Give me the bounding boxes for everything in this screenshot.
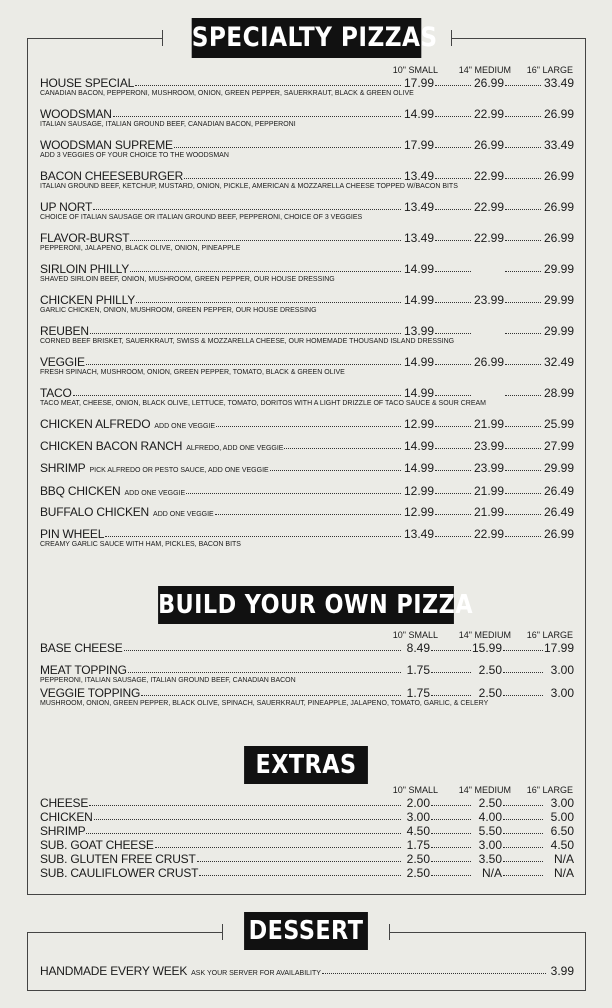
menu-item-price-small: 17.99 <box>403 76 434 90</box>
menu-item-price-medium: 26.99 <box>473 138 504 152</box>
menu-item-name: CHEESE <box>40 796 89 810</box>
menu-item <box>40 293 574 315</box>
build-size-medium: 14" MEDIUM <box>458 630 511 640</box>
menu-item-name: SUB. GLUTEN FREE CRUST <box>40 852 196 866</box>
menu-item-price-small: 14.99 <box>403 439 434 453</box>
menu-item-price-large: 6.50 <box>550 824 574 838</box>
menu-item <box>40 461 574 475</box>
menu-item-name: TACO <box>40 386 72 400</box>
menu-item-name: BBQ CHICKEN <box>40 484 121 498</box>
dessert-title: DESSERT <box>244 912 368 950</box>
menu-item-price-medium: 3.50 <box>478 852 502 866</box>
menu-item-price-large: 29.99 <box>543 324 574 338</box>
menu-item <box>40 138 574 160</box>
menu-item-price-large: 26.49 <box>543 484 574 498</box>
menu-item-price-small: 2.50 <box>406 866 430 880</box>
menu-item <box>40 417 574 431</box>
menu-item-price-small: 12.99 <box>403 417 434 431</box>
build-title: BUILD YOUR OWN PIZZA <box>158 586 454 624</box>
menu-item-price-large: 29.99 <box>543 262 574 276</box>
menu-item-price-medium: 2.50 <box>478 796 502 810</box>
extras-size-large: 16" LARGE <box>526 785 573 795</box>
menu-item-price-small: 14.99 <box>403 293 434 307</box>
menu-item-price-large: 26.99 <box>543 231 574 245</box>
menu-item-name: FLAVOR-BURST <box>40 231 130 245</box>
menu-item-price-large: N/A <box>553 866 574 880</box>
menu-item-price-medium: N/A <box>481 866 502 880</box>
menu-item <box>40 686 574 708</box>
menu-item-price-medium: 21.99 <box>473 417 504 431</box>
build-size-large: 16" LARGE <box>526 630 573 640</box>
menu-item-price-large: 4.50 <box>550 838 574 852</box>
menu-item-description: FRESH SPINACH, MUSHROOM, ONION, GREEN PEPPER, TOMATO, BLACK & GREEN OLIVE <box>40 369 345 376</box>
menu-item-price-medium: 23.99 <box>473 461 504 475</box>
extras-size-small: 10" SMALL <box>392 785 438 795</box>
menu-item-price-small: 12.99 <box>403 505 434 519</box>
menu-item-price-medium: 22.99 <box>473 107 504 121</box>
menu-item-price-large: 32.49 <box>543 355 574 369</box>
menu-item-description: CANADIAN BACON, PEPPERONI, MUSHROOM, ONION, GREEN PEPPER, SAUERKRAUT, BLACK & GREEN OLIVE <box>40 90 414 97</box>
menu-item-name: BACON CHEESEBURGER <box>40 169 184 183</box>
build-size-small: 10" SMALL <box>392 630 438 640</box>
menu-item-price-small: 13.49 <box>403 527 434 541</box>
menu-item <box>40 76 574 98</box>
dessert-item-note: ASK YOUR SERVER FOR AVAILABILITY <box>191 970 321 977</box>
menu-item-price-medium: 22.99 <box>473 527 504 541</box>
menu-item-price-medium: 21.99 <box>473 484 504 498</box>
specialty-size-large: 16" LARGE <box>526 65 573 75</box>
menu-item-name: WOODSMAN <box>40 107 112 121</box>
menu-item-note: ALFREDO, ADD ONE VEGGIE <box>186 445 284 452</box>
menu-item-description: CORNED BEEF BRISKET, SAUERKRAUT, SWISS & MOZZARELLA CHEESE, OUR HOMEMADE THOUSAND ISLAND DRESSING <box>40 338 455 345</box>
menu-item-price-large: 26.99 <box>543 107 574 121</box>
menu-item <box>40 663 574 685</box>
menu-item-name: SUB. CAULIFLOWER CRUST <box>40 866 199 880</box>
menu-item-description: ADD 3 VEGGIES OF YOUR CHOICE TO THE WOODSMAN <box>40 152 229 159</box>
menu-item-price-medium: 22.99 <box>473 231 504 245</box>
menu-item-price-small: 17.99 <box>403 138 434 152</box>
menu-item-price-large: 29.99 <box>543 293 574 307</box>
menu-item-price-small: 1.75 <box>406 838 430 852</box>
menu-item <box>40 386 574 408</box>
menu-item-price-small: 12.99 <box>403 484 434 498</box>
menu-item <box>40 527 574 549</box>
menu-item <box>40 838 574 852</box>
menu-item-price-medium: 2.50 <box>478 686 502 700</box>
menu-item-price-large: N/A <box>553 852 574 866</box>
menu-item-description: CREAMY GARLIC SAUCE WITH HAM, PICKLES, BACON BITS <box>40 541 241 548</box>
menu-item <box>40 324 574 346</box>
menu-item-description: SHAVED SIRLOIN BEEF, ONION, MUSHROOM, GREEN PEPPER, OUR HOUSE DRESSING <box>40 276 335 283</box>
menu-item-price-large: 26.99 <box>543 527 574 541</box>
menu-item-name: PIN WHEEL <box>40 527 105 541</box>
menu-item-price-large: 33.49 <box>543 138 574 152</box>
menu-item-price-large: 26.99 <box>543 169 574 183</box>
extras-size-medium: 14" MEDIUM <box>458 785 511 795</box>
menu-item-name: BUFFALO CHICKEN <box>40 505 150 519</box>
menu-item-price-medium: 3.00 <box>478 838 502 852</box>
menu-item-price-small: 13.49 <box>403 200 434 214</box>
menu-item-note: ADD ONE VEGGIE <box>124 490 186 497</box>
menu-item-price-small: 2.50 <box>406 852 430 866</box>
menu-item-name: VEGGIE <box>40 355 85 369</box>
menu-item <box>40 439 574 453</box>
menu-item-name: VEGGIE TOPPING <box>40 686 141 700</box>
specialty-title: SPECIALTY PIZZAS <box>192 18 422 58</box>
menu-item-price-small: 14.99 <box>403 386 434 400</box>
menu-item-name: CHICKEN PHILLY <box>40 293 136 307</box>
menu-item <box>40 231 574 253</box>
menu-item-name: SUB. GOAT CHEESE <box>40 838 154 852</box>
menu-item <box>40 866 574 880</box>
menu-item <box>40 796 574 810</box>
menu-item-price-large: 25.99 <box>543 417 574 431</box>
menu-item-note: PICK ALFREDO OR PESTO SAUCE, ADD ONE VEGGIE <box>89 467 269 474</box>
menu-item-price-large: 29.99 <box>543 461 574 475</box>
menu-item-name: UP NORT <box>40 200 93 214</box>
menu-item <box>40 169 574 191</box>
menu-item-name: WOODSMAN SUPREME <box>40 138 173 152</box>
menu-item-price-large: 26.49 <box>543 505 574 519</box>
menu-item-price-medium: 23.99 <box>473 293 504 307</box>
menu-item <box>40 824 574 838</box>
menu-item-price-small: 14.99 <box>403 355 434 369</box>
menu-item-name: MEAT TOPPING <box>40 663 127 677</box>
menu-item-price-small: 13.99 <box>403 324 434 338</box>
specialty-size-small: 10" SMALL <box>392 65 438 75</box>
menu-item-price-medium: 26.99 <box>473 76 504 90</box>
menu-item-price-large: 17.99 <box>544 641 575 655</box>
menu-item-price-large: 3.00 <box>550 663 574 677</box>
menu-item-price-small: 14.99 <box>403 107 434 121</box>
dessert-item-name: HANDMADE EVERY WEEK <box>40 964 188 978</box>
menu-item-name: SHRIMP <box>40 461 86 475</box>
menu-item-price-small: 14.99 <box>403 461 434 475</box>
menu-item-price-large: 33.49 <box>543 76 574 90</box>
menu-item-price-small: 13.49 <box>403 169 434 183</box>
menu-item <box>40 484 574 498</box>
menu-item-description: CHOICE OF ITALIAN SAUSAGE OR ITALIAN GROUND BEEF, PEPPERONI, CHOICE OF 3 VEGGIES <box>40 214 363 221</box>
menu-item-name: CHICKEN ALFREDO <box>40 417 151 431</box>
dessert-item <box>40 964 574 978</box>
menu-item-price-medium: 26.99 <box>473 355 504 369</box>
menu-item-description: ITALIAN SAUSAGE, ITALIAN GROUND BEEF, CANADIAN BACON, PEPPERONI <box>40 121 296 128</box>
menu-item-description: TACO MEAT, CHEESE, ONION, BLACK OLIVE, LETTUCE, TOMATO, DORITOS WITH A LIGHT DRIZZLE OF TACO SAUCE & SOUR CREAM <box>40 400 487 407</box>
menu-item-description: PEPPERONI, JALAPENO, BLACK OLIVE, ONION, PINEAPPLE <box>40 245 241 252</box>
menu-item-price-medium: 22.99 <box>473 200 504 214</box>
menu-item-price-small: 4.50 <box>406 824 430 838</box>
menu-item-price-medium: 21.99 <box>473 505 504 519</box>
menu-item-name: BASE CHEESE <box>40 641 123 655</box>
menu-item <box>40 852 574 866</box>
menu-item-name: HOUSE SPECIAL <box>40 76 135 90</box>
menu-item <box>40 107 574 129</box>
menu-item-description: PEPPERONI, ITALIAN SAUSAGE, ITALIAN GROUND BEEF, CANADIAN BACON <box>40 677 296 684</box>
menu-item-price-small: 1.75 <box>406 686 430 700</box>
menu-item-name: REUBEN <box>40 324 89 338</box>
menu-item-price-medium: 2.50 <box>478 663 502 677</box>
menu-item-price-medium: 5.50 <box>478 824 502 838</box>
menu-item-price-medium: 23.99 <box>473 439 504 453</box>
menu-item-note: ADD ONE VEGGIE <box>153 511 214 518</box>
menu-item <box>40 641 574 655</box>
menu-item-description: MUSHROOM, ONION, GREEN PEPPER, BLACK OLIVE, SPINACH, SAUERKRAUT, PINEAPPLE, JALAPENO, TOMATO, GARLIC, & CELERY <box>40 700 489 707</box>
menu-item-price-medium: 22.99 <box>473 169 504 183</box>
dessert-item-price: 3.99 <box>550 964 574 978</box>
extras-title: EXTRAS <box>244 746 368 784</box>
menu-item-price-large: 26.99 <box>543 200 574 214</box>
menu-item-price-large: 27.99 <box>543 439 574 453</box>
menu-item-name: CHICKEN <box>40 810 93 824</box>
menu-item-price-small: 14.99 <box>403 262 434 276</box>
menu-item-price-small: 2.00 <box>406 796 430 810</box>
menu-item <box>40 262 574 284</box>
menu-item-description: GARLIC CHICKEN, ONION, MUSHROOM, GREEN PEPPER, OUR HOUSE DRESSING <box>40 307 317 314</box>
menu-item-note: ADD ONE VEGGIE <box>154 423 216 430</box>
menu-item-name: SIRLOIN PHILLY <box>40 262 130 276</box>
specialty-size-medium: 14" MEDIUM <box>458 65 511 75</box>
menu-item-price-small: 13.49 <box>403 231 434 245</box>
menu-item-price-small: 3.00 <box>406 810 430 824</box>
menu-item <box>40 810 574 824</box>
menu-item-name: CHICKEN BACON RANCH <box>40 439 183 453</box>
menu-item-price-small: 8.49 <box>406 641 430 655</box>
menu-item-description: ITALIAN GROUND BEEF, KETCHUP, MUSTARD, ONION, PICKLE, AMERICAN & MOZZARELLA CHEESE TOPPED W/BACON BITS <box>40 183 458 190</box>
menu-item-name: SHRIMP <box>40 824 86 838</box>
menu-item <box>40 200 574 222</box>
menu-item-price-large: 28.99 <box>543 386 574 400</box>
menu-item-price-medium: 15.99 <box>472 641 503 655</box>
menu-item-price-large: 5.00 <box>550 810 574 824</box>
menu-item-price-large: 3.00 <box>550 686 574 700</box>
menu-item-price-medium: 4.00 <box>478 810 502 824</box>
menu-item-price-small: 1.75 <box>406 663 430 677</box>
menu-item-price-large: 3.00 <box>550 796 574 810</box>
menu-item <box>40 355 574 377</box>
menu-item <box>40 505 574 519</box>
